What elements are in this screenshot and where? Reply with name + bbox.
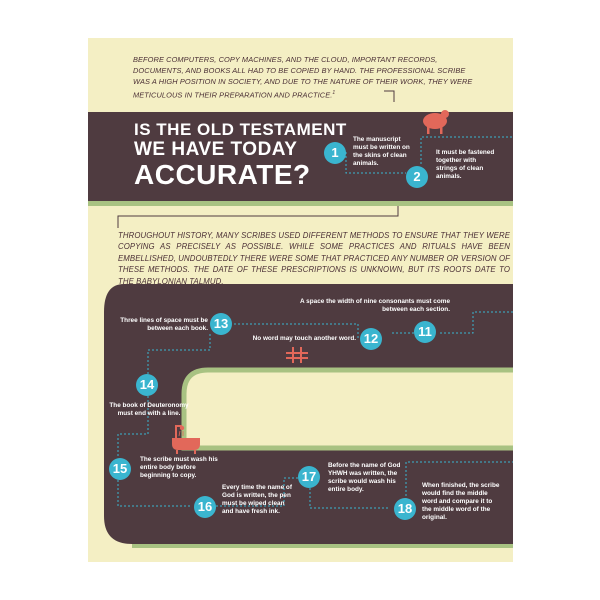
title-band-green-edge (88, 201, 513, 206)
step-text-15: The scribe must wash his entire body before beginning to copy. (140, 456, 218, 479)
lower-band-green-edge (184, 370, 513, 448)
intro-middle-text: THROUGHOUT HISTORY, MANY SCRIBES USED DIFFERENT METHODS TO ENSURE THAT THEY WERE COPYING AS PRECISELY AS POSSIBLE. WHILE SOME PRACTICES AND RITUALS HAVE BEEN EMBELLISHED, UNDOUBTEDLY THERE WERE SOME THAT PRACTICED ANY NUMBER OR VERSION OF THESE METHODS. THE DATE OF THESE PRESCRIPTIONS IS UNKNOWN, BUT ITS ROOTS DATE TO THE BABYLONIAN TALMUD. (118, 231, 510, 286)
title-line-3: ACCURATE? (134, 159, 311, 190)
intro-top-body: BEFORE COMPUTERS, COPY MACHINES, AND THE CLOUD, IMPORTANT RECORDS, DOCUMENTS, AND BOOKS ALL HAD TO BE COPIED BY HAND. THE PROFESSIONAL SCRIBE WAS A HIGH POSITION IN SOCIETY, AND DUE TO THE NATURE OF THEIR WORK, THEY WERE METICULOUS IN THEIR PREPARATION AND PRACTICE. (133, 55, 473, 100)
step-text-14: The book of Deuteronomy must end with a line. (109, 402, 189, 417)
step-text-2: It must be fastened together with strings of clean animals. (436, 149, 495, 180)
step-badge-16: 16 (194, 496, 216, 518)
step-badge-11: 11 (414, 321, 436, 343)
intro-top-text (133, 54, 483, 100)
step-text-17: Before the name of God YHWH was written, the scribe would wash his entire body. (328, 462, 401, 493)
step-badge-14: 14 (136, 374, 158, 396)
step-badge-13: 13 (210, 313, 232, 335)
step-badge-18: 18 (394, 498, 416, 520)
footnote-marker: 1 (332, 89, 336, 96)
step-badge-17: 17 (298, 466, 320, 488)
step-badge-15: 15 (109, 458, 131, 480)
step-text-16: Every time the name of God is written, the pen must be wiped clean and have fresh ink. (222, 484, 292, 515)
step-badge-2: 2 (406, 166, 428, 188)
title-line-1: IS THE OLD TESTAMENT (134, 120, 347, 139)
step-badge-1: 1 (324, 142, 346, 164)
page-title (134, 120, 347, 190)
infographic-poster (88, 38, 513, 562)
title-line-2: WE HAVE TODAY (134, 139, 298, 160)
step-text-13: Three lines of space must be between each book. (120, 317, 208, 332)
mid-connector (118, 206, 398, 228)
step-badge-12: 12 (360, 328, 382, 350)
step-text-18: When finished, the scribe would find the middle word and compare it to the middle word of the original. (422, 482, 500, 521)
step-text-1: The manuscript must be written on the skins of clean animals. (353, 136, 410, 167)
step-text-12: No word may touch another word. (252, 335, 356, 342)
step-text-11: A space the width of nine consonants must come between each section. (300, 298, 450, 313)
